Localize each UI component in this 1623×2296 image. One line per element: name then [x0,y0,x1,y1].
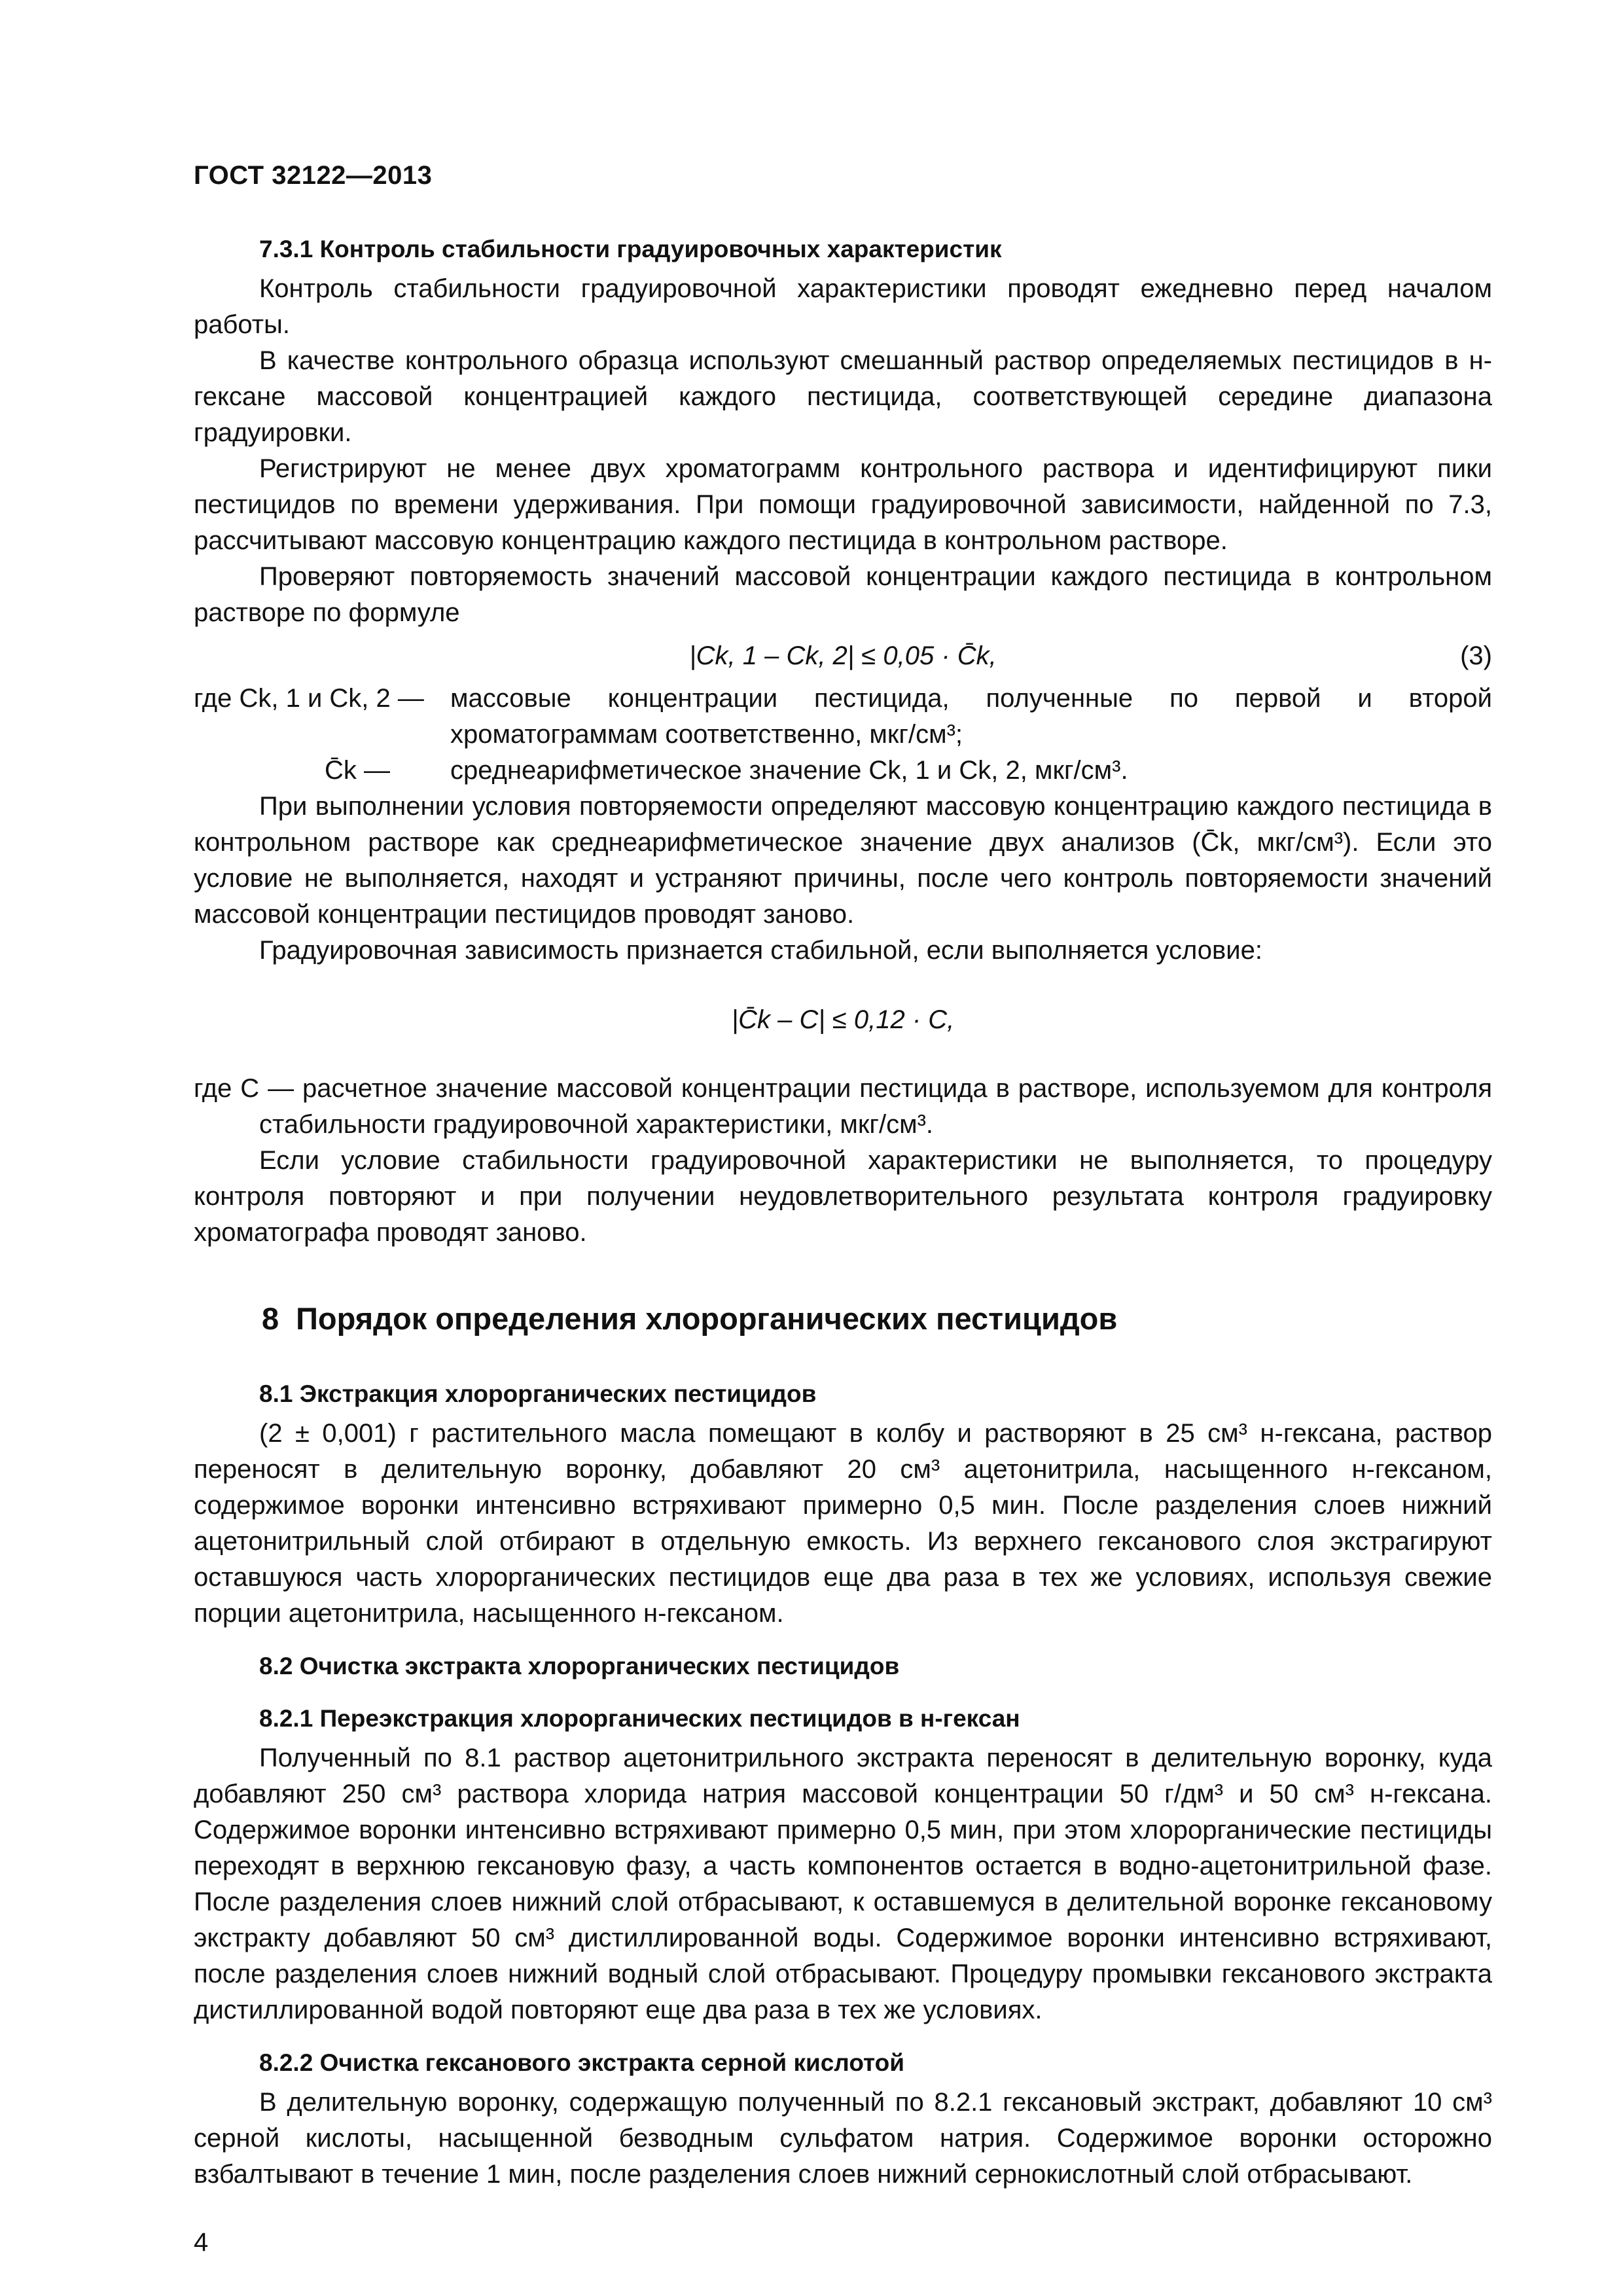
page-content [194,157,1492,2193]
section-7-3-1-title: 7.3.1 Контроль стабильности градуировочных характеристик [259,236,1002,262]
section-7-3-1-paragraph-3: Регистрируют не менее двух хроматограмм контрольного раствора и идентифицируют пики пестицидов по времени удерживания. При помощи градуировочной зависимости, найденной по 7.3, рассчитывают массовую концентрацию каждого пестицида в контрольном растворе. [194,454,1492,555]
standard-header: ГОСТ 32122—2013 [194,161,433,190]
section-7-3-1-paragraph-2: В качестве контрольного образца используют смешанный раствор определяемых пестицидов в н-гексане массовой концентрацией каждого пестицида, соответствующей середине диапазона градуировки. [194,346,1492,447]
section-7-3-1-paragraph-1: Контроль стабильности градуировочной характеристики проводят ежедневно перед началом работы. [194,274,1492,339]
section-8-2-1-title: 8.2.1 Переэкстракция хлорорганических пестицидов в н-гексан [259,1705,1020,1732]
formula-3 [194,631,1492,681]
where-definition-2: среднеарифметическое значение Ck, 1 и Ck, 2, мкг/см³. [450,756,1128,785]
where-block-1 [194,681,1492,753]
section-8-1-title: 8.1 Экстракция хлорорганических пестицидов [259,1380,817,1407]
section-8-title: Порядок определения хлорорганических пестицидов [296,1301,1118,1336]
where-definition-1: массовые концентрации пестицида, полученные по первой и второй хроматограммам соответственно, мкг/см³; [450,684,1492,749]
section-8-1-paragraph-1: (2 ± 0,001) г растительного масла помещают в колбу и растворяют в 25 см³ н-гексана, раствор переносят в делительную воронку, добавляют 20 см³ ацетонитрила, насыщенного н-гексаном, содержимое воронки интенсивно встряхивают примерно 0,5 мин. После разделения слоев нижний ацетонитрильный слой отбирают в отдельную емкость. Из верхнего гексанового слоя экстрагируют оставшуюся часть хлорорганических пестицидов еще два раза в тех же условиях, используя свежие порции ацетонитрила, насыщенного н-гексаном. [194,1419,1492,1628]
section-8-2-2-title: 8.2.2 Очистка гексанового экстракта серной кислотой [259,2049,904,2076]
formula-4-expression: |C̄k – C| ≤ 0,12 · C, [731,1005,955,1034]
section-7-3-1-paragraph-4: Проверяют повторяемость значений массовой концентрации каждого пестицида в контрольном растворе по формуле [194,562,1492,627]
formula-3-expression: |Ck, 1 – Ck, 2| ≤ 0,05 · C̄k, [689,641,997,670]
section-7-3-1-paragraph-5: При выполнении условия повторяемости определяют массовую концентрацию каждого пестицида в контрольном растворе как среднеарифметическое значение двух анализов (C̄k, мкг/см³). Если это условие не выполняется, находят и устраняют причины, после чего контроль повторяемости значений массовой концентрации пестицидов проводят заново. [194,792,1492,929]
page-number: 4 [194,2228,209,2257]
section-7-3-1-paragraph-7: Если условие стабильности градуировочной характеристики не выполняется, то процедуру контроля повторяют и при получении неудовлетворительного результата контроля градуировку хроматографа проводят заново. [194,1146,1492,1247]
where-term-1: где Ck, 1 и Ck, 2 — [194,684,424,713]
formula-3-number: (3) [1460,641,1492,670]
where-term-2: C̄k — [325,756,390,785]
section-7-3-1-paragraph-6: Градуировочная зависимость признается стабильной, если выполняется условие: [259,936,1262,965]
section-8-2-2-paragraph-1: В делительную воронку, содержащую полученный по 8.2.1 гексановый экстракт, добавляют 10 см³ серной кислоты, насыщенной безводным сульфатом натрия. Содержимое воронки осторожно взбалтывают в течение 1 мин, после разделения слоев нижний сернокислотный слой отбрасывают. [194,2088,1492,2189]
section-8-2-title: 8.2 Очистка экстракта хлорорганических пестицидов [259,1653,900,1679]
section-8-heading [262,1298,1492,1340]
formula-4 [194,995,1492,1045]
section-8-2-1-paragraph-1: Полученный по 8.1 раствор ацетонитрильного экстракта переносят в делительную воронку, куда добавляют 250 см³ раствора хлорида натрия массовой концентрации 50 г/дм³ и 50 см³ н-гексана. Содержимое воронки интенсивно встряхивают примерно 0,5 мин, при этом хлорорганические пестициды переходят в верхнюю гексановую фазу, а часть компонентов остается в водно-ацетонитрильной фазе. После разделения слоев нижний слой отбрасывают, к оставшемуся в делительной воронке гексановому экстракту добавляют 50 см³ дистиллированной воды. Содержимое воронки интенсивно встряхивают, после разделения слоев нижний водный слой отбрасывают. Процедуру промывки гексанового экстракта дистиллированной водой повторяют еще два раза в тех же условиях. [194,1744,1492,2024]
section-8-number: 8 [262,1301,279,1336]
where-block-3: где C — расчетное значение массовой концентрации пестицида в растворе, используемом для контроля стабильности градуировочной характеристики, мкг/см³. [194,1074,1492,1139]
where-block-2 [194,753,1492,789]
